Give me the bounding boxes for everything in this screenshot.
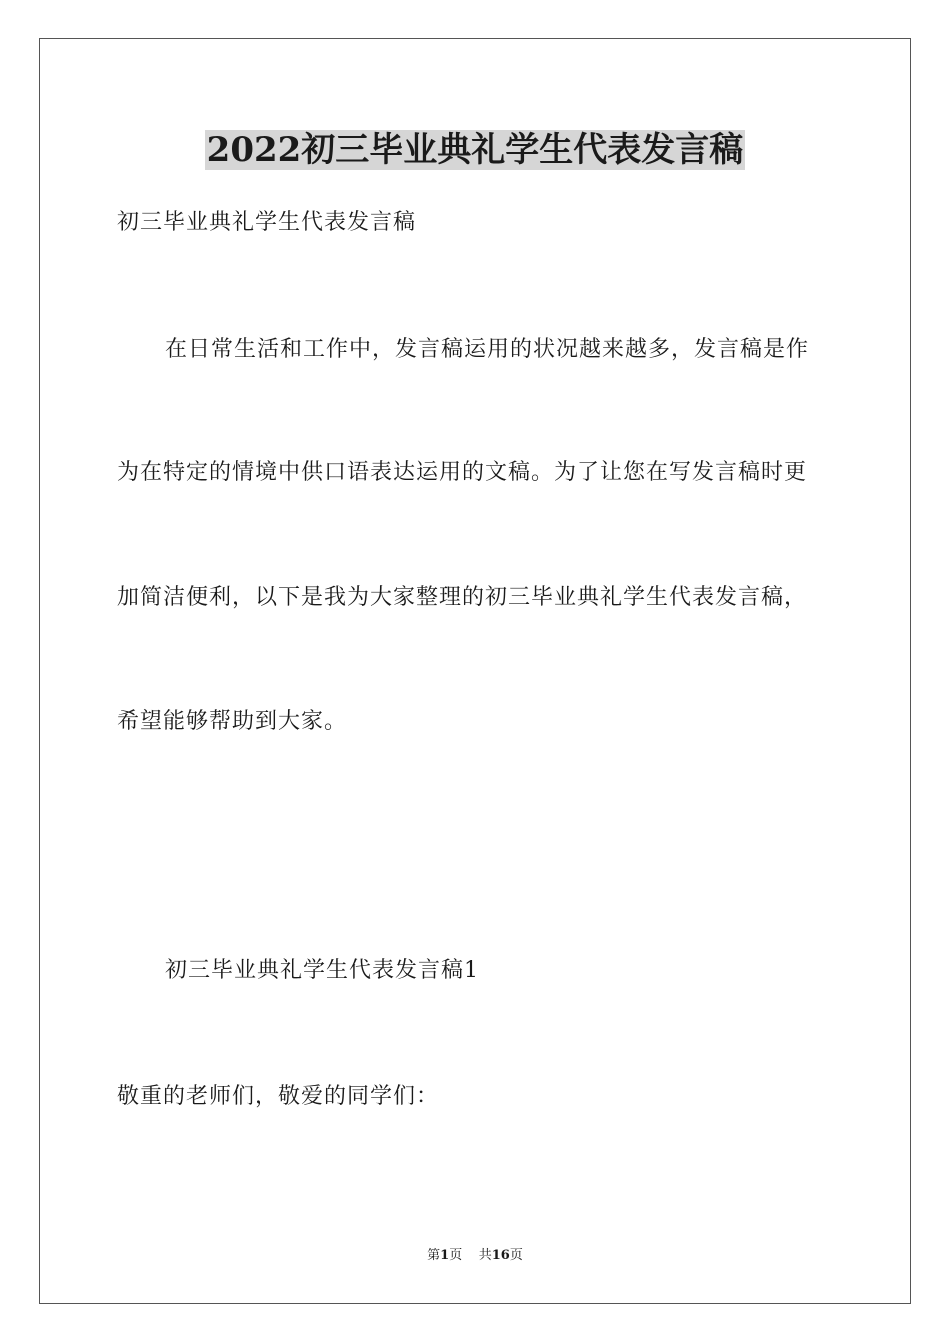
page-prefix: 第 bbox=[427, 1248, 441, 1263]
salutation: 敬重的老师们，敬爱的同学们： bbox=[117, 1084, 440, 1109]
page-footer bbox=[0, 1247, 950, 1265]
page-number: 1 bbox=[440, 1248, 450, 1263]
document-subtitle: 初三毕业典礼学生代表发言稿 bbox=[117, 210, 417, 235]
paragraph-line-3: 加简洁便利，以下是我为大家整理的初三毕业典礼学生代表发言稿， bbox=[117, 585, 808, 610]
paragraph-line-2: 为在特定的情境中供口语表达运用的文稿。为了让您在写发言稿时更 bbox=[117, 460, 808, 485]
total-prefix: 共 bbox=[478, 1248, 492, 1263]
document-title-text: 2022初三毕业典礼学生代表发言稿 bbox=[206, 130, 744, 170]
total-suffix: 页 bbox=[509, 1248, 523, 1263]
paragraph-line-4: 希望能够帮助到大家。 bbox=[117, 709, 348, 734]
section-heading: 初三毕业典礼学生代表发言稿1 bbox=[165, 958, 479, 983]
document-title bbox=[0, 128, 950, 172]
page-suffix: 页 bbox=[449, 1248, 463, 1263]
total-pages: 16 bbox=[491, 1248, 510, 1263]
paragraph-line-1: 在日常生活和工作中，发言稿运用的状况越来越多，发言稿是作 bbox=[165, 337, 810, 362]
